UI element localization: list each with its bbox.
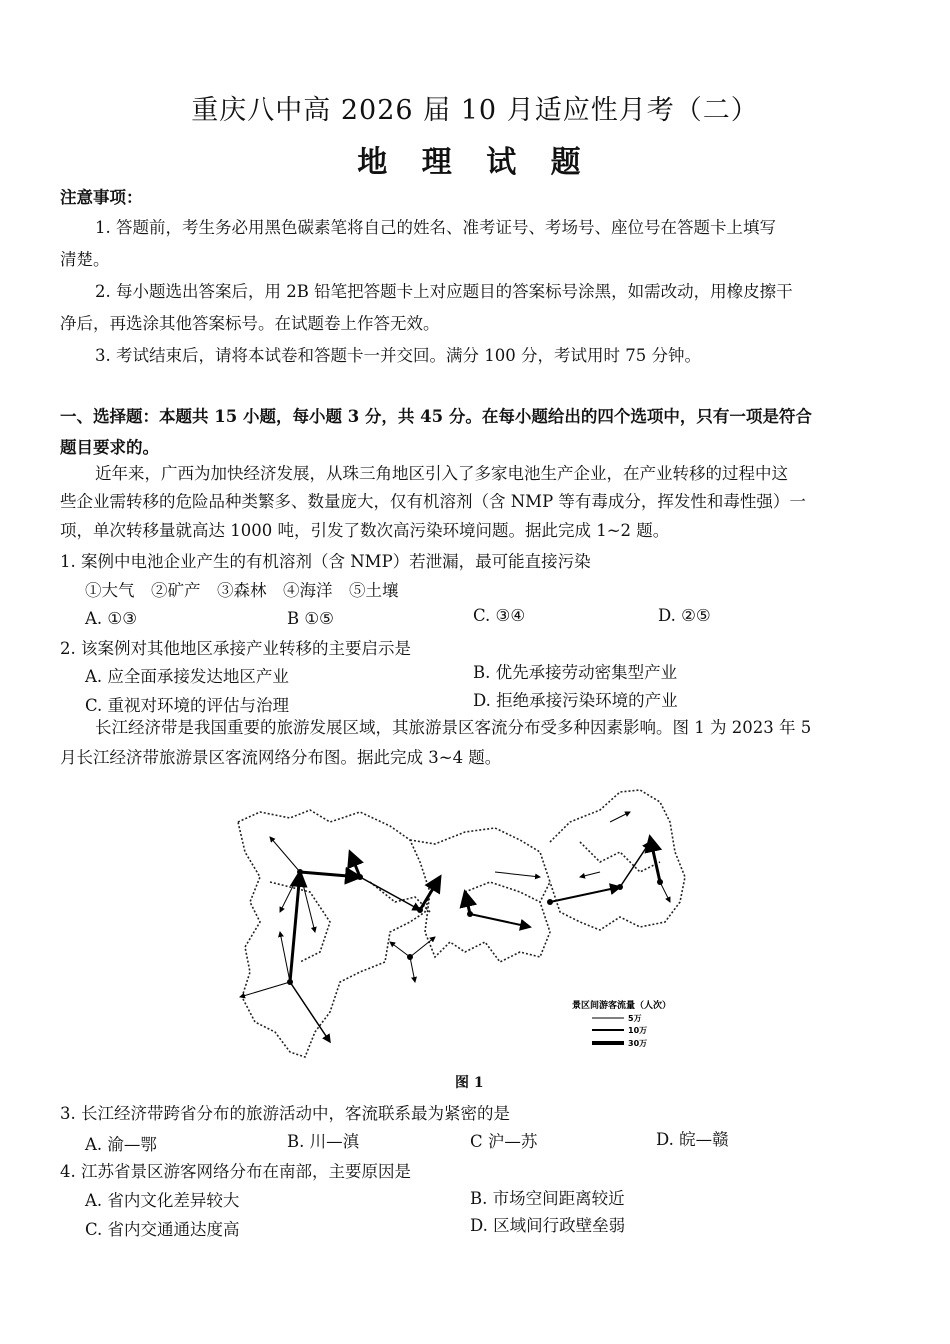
flow-line: [620, 842, 650, 887]
flow-line: [610, 812, 630, 822]
west-outline: [238, 810, 430, 1057]
passage-2-line-2: 月长江经济带旅游景区客流网络分布图。据此完成 3~4 题。: [60, 748, 502, 767]
notice-item-2: 2. 每小题选出答案后，用 2B 铅笔把答题卡上对应题目的答案标号涂黑，如需改动，用橡皮擦干: [95, 282, 793, 301]
notice-item-3: 3. 考试结束后，请将本试卷和答题卡一并交回。满分 100 分，考试用时 75 分钟。: [95, 346, 701, 365]
flow-line: [465, 892, 470, 914]
question-2-option-b: B. 优先承接劳动密集型产业: [473, 663, 678, 682]
flow-line: [410, 957, 415, 982]
flow-line: [470, 914, 530, 927]
tourist-flow-map: [220, 782, 700, 1078]
inner-boundary-2: [465, 882, 540, 902]
section-heading: 一、选择题：本题共 15 小题，每小题 3 分，共 45 分。在每小题给出的四个选项中，只有一项是符合: [60, 407, 812, 426]
flow-line: [550, 887, 620, 902]
legend-title: 景区间游客流量（人次）: [572, 1001, 672, 1011]
question-1-stem: 1. 案例中电池企业产生的有机溶剂（含 NMP）若泄漏，最可能直接污染: [60, 552, 591, 571]
scenic-nodes: [287, 869, 663, 985]
question-4-option-b: B. 市场空间距离较近: [470, 1189, 625, 1208]
flow-line: [580, 872, 600, 877]
question-3-option-d: D. 皖—赣: [656, 1130, 729, 1149]
scenic-node: [357, 874, 363, 880]
scenic-node: [287, 979, 293, 985]
question-3-option-c: C 沪—苏: [470, 1132, 538, 1151]
question-2-option-c: C. 重视对环境的评估与治理: [85, 696, 290, 715]
flow-line: [495, 872, 540, 877]
question-2-stem: 2. 该案例对其他地区承接产业转移的主要启示是: [60, 639, 411, 658]
question-4-option-d: D. 区域间行政壁垒弱: [470, 1216, 626, 1235]
question-1-option-c: C. ③④: [473, 606, 526, 625]
notice-item-1: 1. 答题前，考生务必用黑色碳素笔将自己的姓名、准考证号、考场号、座位号在答题卡上填写: [95, 218, 776, 237]
scenic-node: [657, 879, 663, 885]
middle-outline: [410, 828, 550, 962]
east-outline: [550, 790, 685, 930]
flow-line: [650, 837, 660, 882]
map-legend: [572, 999, 671, 1048]
question-4-stem: 4. 江苏省景区游客网络分布在南部，主要原因是: [60, 1162, 411, 1181]
legend-label-30: 30万: [628, 1039, 648, 1048]
flow-line: [660, 882, 670, 902]
scenic-node: [467, 911, 473, 917]
scenic-node: [617, 884, 623, 890]
notice-item-2-cont: 净后，再选涂其他答案标号。在试题卷上作答无效。: [60, 314, 440, 333]
flow-line: [300, 872, 315, 932]
passage-1-line-1: 近年来，广西为加快经济发展，从珠三角地区引入了多家电池生产企业，在产业转移的过程中这: [95, 464, 788, 483]
scenic-node: [417, 907, 423, 913]
flow-line: [290, 982, 330, 1042]
flow-line: [420, 877, 440, 910]
question-3-stem: 3. 长江经济带跨省分布的旅游活动中，客流联系最为紧密的是: [60, 1104, 510, 1123]
question-4-option-a: A. 省内文化差异较大: [85, 1191, 240, 1210]
question-2-option-d: D. 拒绝承接污染环境的产业: [473, 691, 678, 710]
exam-title: 重庆八中高 2026 届 10 月适应性月考（二）: [191, 95, 759, 126]
inner-boundary-3: [580, 842, 660, 872]
passage-1-line-3: 项，单次转移量就高达 1000 吨，引发了数次高污染环境问题。据此完成 1~2 题。: [60, 521, 670, 540]
question-1-items: ①大气 ②矿产 ③森林 ④海洋 ⑤土壤: [85, 581, 399, 600]
question-1-option-a: A. ①③: [85, 609, 137, 628]
legend-label-10: 10万: [628, 1026, 648, 1035]
question-2-option-a: A. 应全面承接发达地区产业: [85, 667, 289, 686]
subject-title: 地 理 试 题: [357, 145, 593, 180]
scenic-node: [297, 869, 303, 875]
province-boundaries: [238, 790, 685, 1057]
flow-line: [410, 937, 435, 957]
flow-line: [360, 877, 420, 910]
inner-boundary-1: [270, 882, 330, 962]
question-3-option-b: B. 川—滇: [287, 1132, 360, 1151]
flow-line: [270, 837, 300, 872]
flow-line: [280, 932, 290, 982]
flow-line: [350, 852, 360, 877]
passage-1-line-2: 些企业需转移的危险品种类繁多、数量庞大，仅有机溶剂（含 NMP 等有毒成分，挥发性和毒性强）一: [60, 492, 806, 511]
figure-caption: 图 1: [455, 1075, 484, 1091]
flow-line: [390, 942, 410, 957]
passage-2-line-1: 长江经济带是我国重要的旅游发展区域，其旅游景区客流分布受多种因素影响。图 1 为 2023 年 5: [95, 718, 812, 737]
question-3-option-a: A. 渝—鄂: [85, 1135, 157, 1154]
question-1-option-d: D. ②⑤: [658, 606, 711, 625]
section-heading-cont: 题目要求的。: [60, 438, 159, 457]
legend-label-5: 5万: [628, 1014, 642, 1023]
question-4-option-c: C. 省内交通通达度高: [85, 1220, 240, 1239]
flow-line: [300, 872, 360, 877]
scenic-node: [407, 954, 413, 960]
question-1-option-b: B ①⑤: [287, 609, 334, 628]
notice-heading: 注意事项：: [60, 188, 143, 207]
notice-item-1-cont: 清楚。: [60, 250, 110, 269]
flow-line: [240, 982, 290, 997]
scenic-node: [547, 899, 553, 905]
